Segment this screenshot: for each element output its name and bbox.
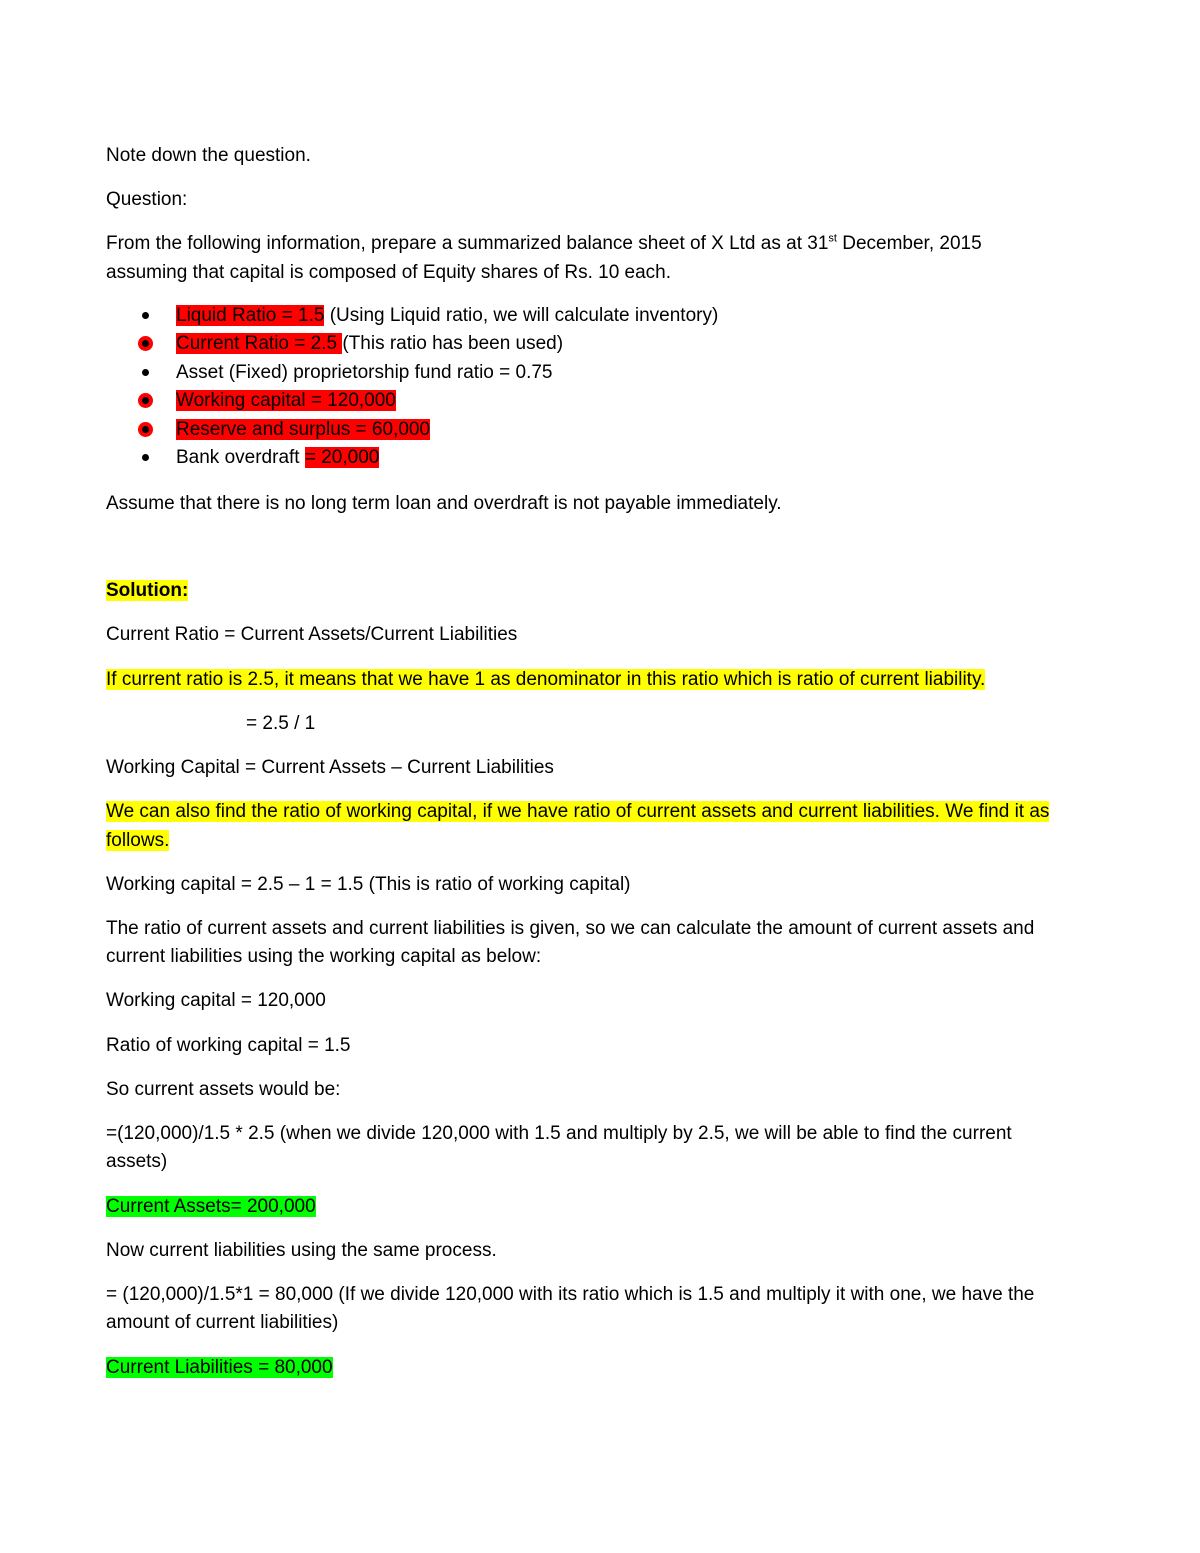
bullet-text: (This ratio has been used): [342, 333, 564, 355]
solution-heading: [106, 579, 188, 603]
bullet-icon: [142, 454, 149, 461]
current-liabilities-calc-2: amount of current liabilities): [106, 1312, 339, 1333]
ratio-equation: = 2.5 / 1: [246, 713, 316, 734]
highlight-red: Current Ratio = 2.5: [176, 333, 343, 355]
list-item: [106, 332, 718, 360]
working-capital-ratio: Working capital = 2.5 – 1 = 1.5 (This is ratio of working capital): [106, 874, 631, 895]
list-item: [106, 304, 718, 332]
given-info-list: [106, 304, 718, 474]
question-line-1-b: December, 2015: [836, 233, 982, 254]
bullet-text: (Using Liquid ratio, we will calculate inventory): [324, 305, 719, 326]
list-item: [106, 418, 718, 446]
working-capital-amount: Working capital = 120,000: [106, 990, 326, 1011]
highlight-green: Current Liabilities = 80,000: [106, 1357, 333, 1378]
bullet-icon: [142, 397, 149, 404]
highlight-green: Current Assets= 200,000: [106, 1196, 316, 1217]
current-liabilities-calc-1: = (120,000)/1.5*1 = 80,000 (If we divide 120,000 with its ratio which is 1.5 and multiply it with one, we have the: [106, 1284, 1035, 1305]
highlight-yellow: follows.: [106, 830, 170, 851]
highlight-yellow: If current ratio is 2.5, it means that we have 1 as denominator in this ratio which is ratio of current liability.: [106, 669, 986, 690]
question-line-1: [106, 232, 982, 256]
solution-label: Solution:: [106, 580, 189, 601]
current-assets-calc-1: =(120,000)/1.5 * 2.5 (when we divide 120,000 with 1.5 and multiply by 2.5, we will be able to find the current: [106, 1123, 1012, 1144]
question-superscript: st: [828, 232, 837, 245]
bullet-icon: [142, 340, 149, 347]
working-capital-formula: Working Capital = Current Assets – Current Liabilities: [106, 757, 554, 778]
bullet-icon: [142, 312, 149, 319]
intro-text: Note down the question.: [106, 145, 311, 166]
bullet-icon: [142, 426, 149, 433]
current-assets-result: [106, 1195, 316, 1219]
given-line-1: The ratio of current assets and current liabilities is given, so we can calculate the amount of current assets and: [106, 918, 1035, 939]
bullet-icon: [142, 369, 149, 376]
given-line-2: current liabilities using the working capital as below:: [106, 946, 542, 967]
current-liabilities-result: [106, 1356, 333, 1380]
working-capital-note-2: [106, 829, 169, 853]
current-ratio-note: [106, 668, 985, 692]
highlight-red: = 20,000: [304, 446, 380, 468]
current-assets-calc-2: assets): [106, 1151, 168, 1172]
assumption-text: Assume that there is no long term loan and overdraft is not payable immediately.: [106, 493, 782, 514]
working-capital-note-1: [106, 800, 1049, 824]
question-label: Question:: [106, 189, 188, 210]
highlight-yellow: We can also find the ratio of working capital, if we have ratio of current assets and current liabilities. We find it as: [106, 801, 1050, 822]
question-line-1-a: From the following information, prepare a summarized balance sheet of X Ltd as at 31: [106, 233, 829, 254]
list-item: [106, 446, 718, 474]
current-ratio-formula: Current Ratio = Current Assets/Current Liabilities: [106, 624, 518, 645]
current-liabilities-intro: Now current liabilities using the same process.: [106, 1240, 497, 1261]
list-item: [106, 389, 718, 417]
highlight-red: Reserve and surplus = 60,000: [176, 418, 431, 440]
current-assets-intro: So current assets would be:: [106, 1079, 341, 1100]
list-item: [106, 361, 718, 389]
bullet-text: Asset (Fixed) proprietorship fund ratio = 0.75: [176, 361, 553, 383]
bullet-text: Bank overdraft: [176, 446, 305, 468]
highlight-red: Liquid Ratio = 1.5: [176, 305, 325, 326]
highlight-red: Working capital = 120,000: [176, 390, 396, 412]
question-line-2: assuming that capital is composed of Equity shares of Rs. 10 each.: [106, 262, 672, 283]
working-capital-ratio-value: Ratio of working capital = 1.5: [106, 1035, 351, 1056]
